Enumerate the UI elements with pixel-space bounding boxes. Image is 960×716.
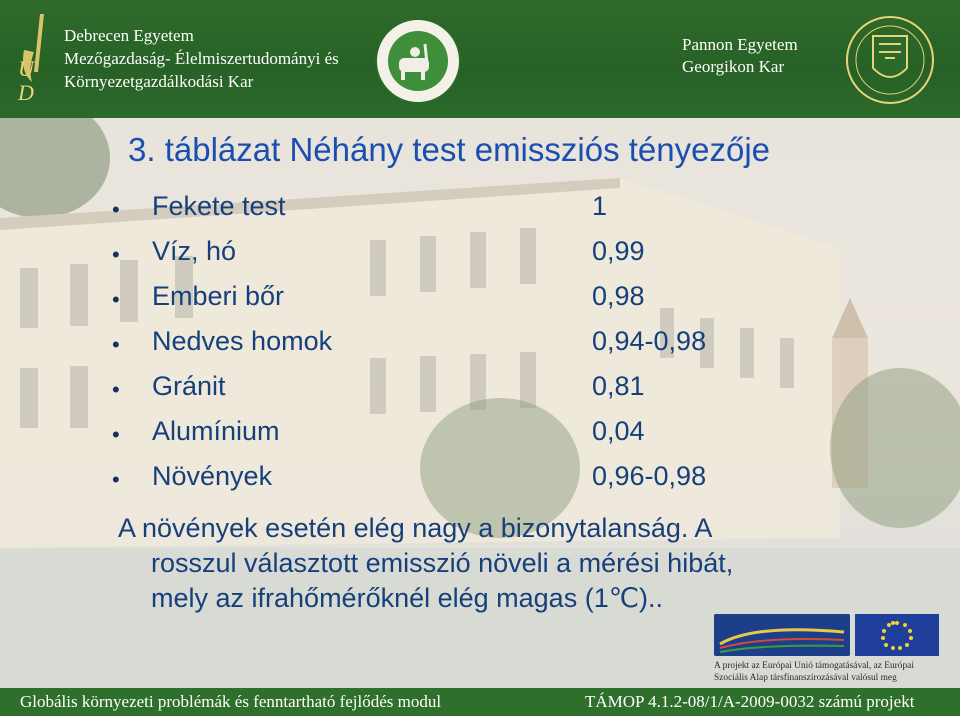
header-left-line-1: Debrecen Egyetem [64, 26, 194, 45]
list-item [112, 416, 832, 461]
faculty-seal-logo [375, 18, 461, 104]
svg-text:U: U [18, 56, 34, 81]
eu-note-line-2: Szociális Alap társfinanszírozásával valósul meg [714, 673, 897, 683]
pannon-header-text [682, 34, 798, 78]
emissivity-list [112, 191, 832, 506]
item-name: Alumínium [152, 416, 280, 446]
bullet-icon: • [112, 197, 120, 222]
bullet-icon: • [112, 242, 120, 267]
bullet-icon: • [112, 377, 120, 402]
uncertainty-paragraph [118, 511, 858, 616]
eu-funding-note [714, 660, 944, 684]
paragraph-line-2: rosszul választott emisszió növeli a mérési hibát, [151, 548, 734, 578]
eu-flag-logo [855, 614, 939, 656]
list-item [112, 236, 832, 281]
header-band [0, 0, 960, 118]
item-name: Gránit [152, 371, 226, 401]
item-value: 1 [592, 191, 608, 221]
item-value: 0,94-0,98 [592, 326, 707, 356]
paragraph-line-1: A növények esetén elég nagy a bizonytalanság. A [118, 513, 713, 543]
paragraph-line-3: mely az ifrahőmérőknél elég magas (1℃).. [151, 583, 664, 613]
list-item [112, 191, 832, 236]
item-name: Emberi bőr [152, 281, 285, 311]
footer-module-title: Globális környezeti problémák és fenntartható fejlődés modul [20, 692, 442, 711]
item-value: 0,99 [592, 236, 645, 266]
item-name: Növények [152, 461, 273, 491]
list-item [112, 461, 832, 506]
footer-project-id: TÁMOP 4.1.2-08/1/A-2009-0032 számú projekt [585, 692, 915, 711]
item-value: 0,04 [592, 416, 645, 446]
bullet-icon: • [112, 422, 120, 447]
svg-text:D: D [18, 80, 34, 105]
debrecen-header-text [64, 24, 339, 93]
bullet-icon: • [112, 467, 120, 492]
pannon-university-crest [845, 14, 935, 106]
header-right-line-1: Pannon Egyetem [682, 35, 798, 54]
eu-note-line-1: A projekt az Európai Unió támogatásával, az Európai [714, 661, 914, 671]
item-name: Nedves homok [152, 326, 333, 356]
footer-band [0, 688, 960, 716]
header-left-line-2: Mezőgazdaság- Élelmiszertudományi és [64, 49, 339, 68]
bullet-icon: • [112, 287, 120, 312]
list-item [112, 371, 832, 416]
debrecen-university-logo [14, 12, 50, 108]
item-name: Víz, hó [152, 236, 237, 266]
item-value: 0,96-0,98 [592, 461, 707, 491]
item-value: 0,81 [592, 371, 645, 401]
header-left-line-3: Környezetgazdálkodási Kar [64, 72, 254, 91]
list-item [112, 281, 832, 326]
bullet-icon: • [112, 332, 120, 357]
item-value: 0,98 [592, 281, 645, 311]
list-item [112, 326, 832, 371]
item-name: Fekete test [152, 191, 286, 221]
uj-magyarorszag-logo [714, 614, 850, 656]
header-right-line-2: Georgikon Kar [682, 57, 785, 76]
slide-title: 3. táblázat Néhány test emissziós tényezője [128, 131, 771, 168]
